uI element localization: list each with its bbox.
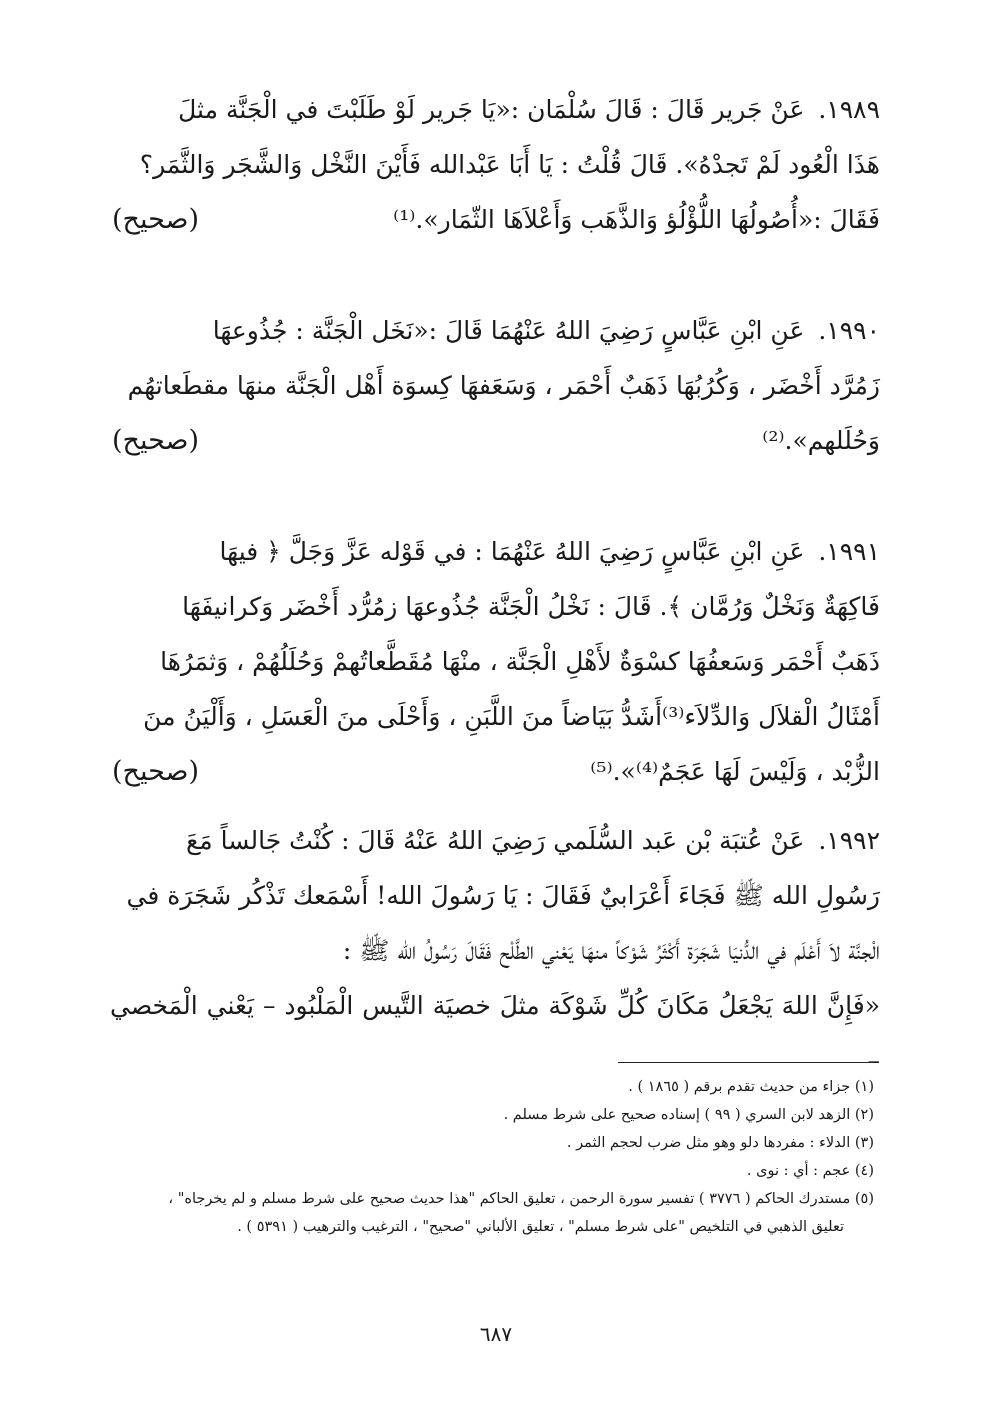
hadith-number: ١٩٩٠.	[818, 316, 880, 345]
hadith-text: عَنِ ابْنِ عَبَّاسٍ رَضِيَ اللهُ عَنْهُمَا : في قَوْله عَزَّ وَجَلَّ ﴿ فيهَا	[219, 537, 805, 566]
hadith-line: رَسُولِ الله ﷺ فَجَاءَ أَعْرَابيٌ فَقَالَ : يَا رَسُولَ الله! أَسْمَعك تَذْكُر شَجَرَة في	[126, 881, 880, 910]
hadith-text: عَنْ عُتبَة بْن عَبد السُّلَمي رَضِيَ اللهُ عَنْهُ قَالَ : كُنْتُ جَالساً مَعَ	[185, 826, 805, 855]
hadith-1990	[110, 303, 880, 468]
hadith-number: ١٩٩٢.	[818, 826, 880, 855]
hadith-line: فَاكِهَةٌ وَنَخْلٌ وَرُمَّان ﴾. قَالَ : نَخْلُ الْجَنَّة جُذُوعهَا زمُرُّد أَخْضَر وَكرانيفَهَا	[182, 592, 880, 621]
hadith-number: ١٩٩١.	[818, 537, 880, 566]
footnote-item: (٢) الزهد لابن السري ( ٩٩ ) إسناده صحيح على شرط مسلم .	[503, 1107, 874, 1123]
hadith-line: أَمْثَالُ الْقلاَل وَالدِّلاَء⁽³⁾أَشَدُّ بَيَاضاً منَ اللَّبَنِ ، وَأَحْلَى منَ الْعَسَلِ ، وَأَلْيَنُ منَ	[143, 702, 880, 731]
hadith-line: زَمُرَّد أَخْضَر ، وَكُرُبُهَا ذَهَبٌ أَحْمَر ، وَسَعَفهَا كِسوَة أَهْل الْجَنَّة منهَا مقطَعاتهُم	[127, 371, 880, 400]
hadith-line	[110, 413, 880, 468]
footnote-item: (٤) عجم : أي : نوى .	[746, 1163, 874, 1179]
page-number: ٦٨٧	[479, 1322, 513, 1346]
footnote-continuation: تعليق الذهبي في التلخيص "على شرط مسلم" ، تعليق الألباني "صحيح" ، الترغيب والترهيب ( ٥٣٩١ ) .	[237, 1219, 844, 1235]
main-text	[110, 82, 880, 1088]
grade-label: (صحيح)	[112, 425, 199, 456]
footnote-item: (٣) الدلاء : مفردها دلو وهو مثل ضرب لحجم الثمر .	[566, 1135, 874, 1151]
hadith-line	[110, 524, 880, 579]
hadith-text: فَقَالَ :«أُصُولُهَا اللُّؤْلُؤ وَالذَّهَب وَأَعْلاَهَا الثّمَار».⁽¹⁾	[393, 205, 880, 234]
hadith-line: الْجنَّة لاَ أَعْلَم في الدُّنيَا شَجَرَة أَكْثَرُ شَوْكاً منهَا يَعْني الطَّلْح فَقَالَ رَسُولُ الله ﷺ :	[342, 936, 880, 965]
grade-label: (صحيح)	[112, 756, 199, 787]
hadith-text: الزُّبْد ، وَلَيْسَ لَهَا عَجَمٌ⁽⁴⁾».⁽⁵⁾	[590, 757, 880, 786]
hadith-1991	[110, 524, 880, 799]
footnote-item: (١) جزاء من حديث تقدم برقم ( ١٨٦٥ ) .	[628, 1079, 874, 1095]
footnote-separator	[618, 1062, 874, 1063]
hadith-line	[110, 744, 880, 799]
hadith-line: «فَإِنَّ اللهَ يَجْعَلُ مَكَانَ كُلِّ شَوْكَة مثلَ خصيَة التَّيس الْمَلْبُود – يَعْني الْمَخصي –	[110, 991, 880, 1075]
hadith-line	[110, 82, 880, 137]
hadith-1989	[110, 82, 880, 247]
hadith-line	[110, 813, 880, 868]
hadith-1992	[110, 813, 880, 1088]
hadith-line	[110, 303, 880, 358]
hadith-line	[110, 192, 880, 247]
hadith-text: وَحُلَلهم».⁽²⁾	[762, 426, 880, 455]
hadith-text: عَنِ ابْنِ عَبَّاسٍ رَضِيَ اللهُ عَنْهُمَا قَالَ :«نَخَل الْجَنَّة : جُذُوعهَا	[212, 316, 805, 345]
footnote-item: (٥) مستدرك الحاكم ( ٣٧٧٦ ) تفسير سورة الرحمن ، تعليق الحاكم "هذا حديث صحيح على شرط مسلم و لم يخرجاه" ،	[168, 1191, 874, 1207]
hadith-number: ١٩٨٩.	[818, 95, 880, 124]
footnotes	[115, 1073, 874, 1241]
hadith-line: هَذَا الْعُود لَمْ تَجدْهُ». قَالَ قُلْتُ : يَا أَبَا عَبْدالله فَأَيْنَ النَّخْل وَالشَّجَر وَالثَّمَر؟	[139, 150, 880, 179]
grade-label: (صحيح)	[112, 204, 199, 235]
hadith-line: ذَهَبٌ أَحْمَر وَسَعفُهَا كسْوَةٌ لأَهْلِ الْجَنَّة ، منْهَا مُقَطَّعاتُهمْ وَحُلَلُهُمْ ، وَثمَرُهَا	[160, 647, 880, 676]
hadith-text: عَنْ جَرير قَالَ : قَالَ سُلْمَان :«يَا جَرير لَوْ طَلَبْتَ في الْجَنَّة مثلَ	[178, 95, 805, 124]
